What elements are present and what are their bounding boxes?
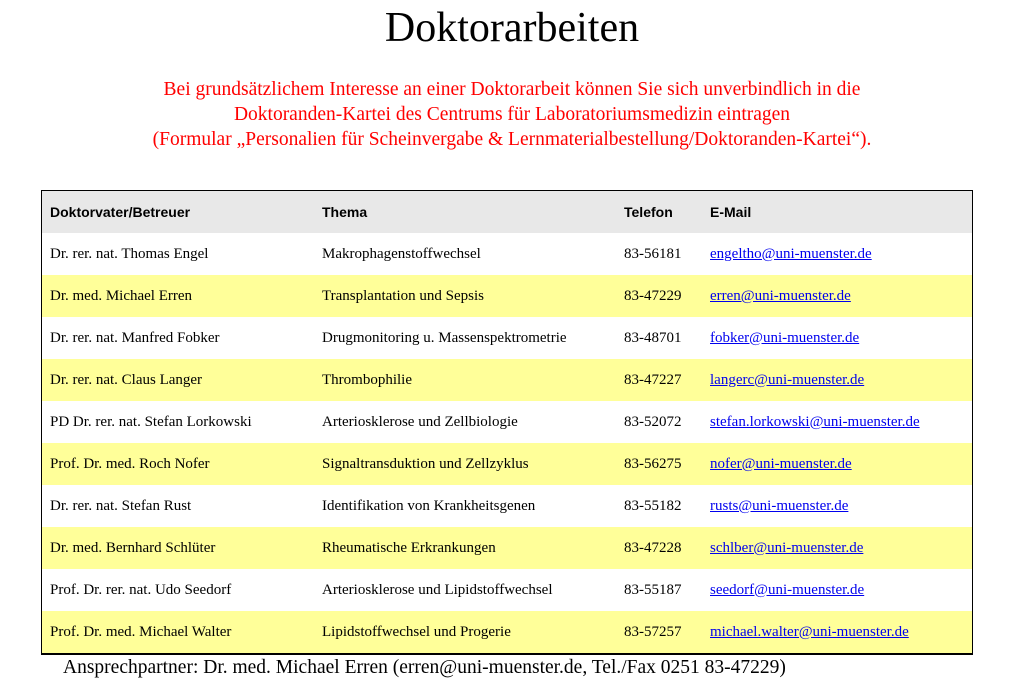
header-advisor: Doktorvater/Betreuer xyxy=(42,191,314,233)
cell-phone: 83-55187 xyxy=(616,569,702,611)
cell-phone: 83-56275 xyxy=(616,443,702,485)
cell-advisor: Dr. rer. nat. Stefan Rust xyxy=(42,485,314,527)
header-phone: Telefon xyxy=(616,191,702,233)
table-row xyxy=(42,233,972,275)
cell-advisor: Prof. Dr. rer. nat. Udo Seedorf xyxy=(42,569,314,611)
cell-topic: Drugmonitoring u. Massenspektrometrie xyxy=(314,317,616,359)
page-title: Doktorarbeiten xyxy=(384,5,640,51)
cell-advisor: PD Dr. rer. nat. Stefan Lorkowski xyxy=(42,401,314,443)
advisor-table-container xyxy=(41,190,973,655)
email-link[interactable]: erren@uni-muenster.de xyxy=(710,287,851,304)
cell-advisor: Dr. med. Bernhard Schlüter xyxy=(42,527,314,569)
table-row xyxy=(42,359,972,401)
table-row xyxy=(42,485,972,527)
table-row xyxy=(42,527,972,569)
header-email: E-Mail xyxy=(702,191,972,233)
email-link[interactable]: schlber@uni-muenster.de xyxy=(710,539,864,556)
cell-email xyxy=(702,233,972,275)
table-row xyxy=(42,443,972,485)
intro-line-1: Bei grundsätzlichem Interesse an einer Doktorarbeit können Sie sich unverbindlich in die xyxy=(163,79,861,100)
email-link[interactable]: seedorf@uni-muenster.de xyxy=(710,581,865,598)
table-row xyxy=(42,569,972,611)
email-link[interactable]: engeltho@uni-muenster.de xyxy=(710,245,872,262)
cell-topic: Makrophagenstoffwechsel xyxy=(314,233,616,275)
header-topic: Thema xyxy=(314,191,616,233)
table-header-row xyxy=(42,191,972,233)
email-link[interactable]: stefan.lorkowski@uni-muenster.de xyxy=(710,413,920,430)
cell-advisor: Prof. Dr. med. Roch Nofer xyxy=(42,443,314,485)
cell-advisor: Dr. rer. nat. Thomas Engel xyxy=(42,233,314,275)
cell-advisor: Dr. med. Michael Erren xyxy=(42,275,314,317)
email-link[interactable]: rusts@uni-muenster.de xyxy=(710,497,849,514)
email-link[interactable]: nofer@uni-muenster.de xyxy=(710,455,852,472)
cell-phone: 83-52072 xyxy=(616,401,702,443)
cell-advisor: Dr. rer. nat. Manfred Fobker xyxy=(42,317,314,359)
intro-line-2: Doktoranden-Kartei des Centrums für Laboratoriumsmedizin eintragen xyxy=(233,104,791,125)
cell-topic: Identifikation von Krankheitsgenen xyxy=(314,485,616,527)
cell-email xyxy=(702,317,972,359)
table-row xyxy=(42,401,972,443)
cell-email xyxy=(702,527,972,569)
cell-email xyxy=(702,401,972,443)
cell-phone: 83-47227 xyxy=(616,359,702,401)
cell-advisor: Prof. Dr. med. Michael Walter xyxy=(42,611,314,653)
cell-email xyxy=(702,359,972,401)
table-row xyxy=(42,317,972,359)
table-row xyxy=(42,275,972,317)
cell-email xyxy=(702,275,972,317)
cell-email xyxy=(702,443,972,485)
cell-topic: Signaltransduktion und Zellzyklus xyxy=(314,443,616,485)
advisor-table xyxy=(42,191,972,653)
cell-phone: 83-47228 xyxy=(616,527,702,569)
cell-topic: Arteriosklerose und Lipidstoffwechsel xyxy=(314,569,616,611)
cell-topic: Arteriosklerose und Zellbiologie xyxy=(314,401,616,443)
contact-line: Ansprechpartner: Dr. med. Michael Erren (erren@uni-muenster.de, Tel./Fax 0251 83-47229) xyxy=(63,657,786,678)
email-link[interactable]: michael.walter@uni-muenster.de xyxy=(710,623,909,640)
cell-topic: Thrombophilie xyxy=(314,359,616,401)
email-link[interactable]: langerc@uni-muenster.de xyxy=(710,371,865,388)
cell-topic: Lipidstoffwechsel und Progerie xyxy=(314,611,616,653)
cell-email xyxy=(702,611,972,653)
cell-phone: 83-57257 xyxy=(616,611,702,653)
cell-phone: 83-55182 xyxy=(616,485,702,527)
cell-topic: Rheumatische Erkrankungen xyxy=(314,527,616,569)
cell-advisor: Dr. rer. nat. Claus Langer xyxy=(42,359,314,401)
intro-text xyxy=(0,77,1024,152)
email-link[interactable]: fobker@uni-muenster.de xyxy=(710,329,860,346)
table-body xyxy=(42,233,972,653)
cell-email xyxy=(702,569,972,611)
cell-phone: 83-48701 xyxy=(616,317,702,359)
cell-phone: 83-56181 xyxy=(616,233,702,275)
table-row xyxy=(42,611,972,653)
cell-topic: Transplantation und Sepsis xyxy=(314,275,616,317)
intro-line-3: (Formular „Personalien für Scheinvergabe & Lernmaterialbestellung/Doktoranden-Kartei“). xyxy=(152,129,872,150)
cell-phone: 83-47229 xyxy=(616,275,702,317)
cell-email xyxy=(702,485,972,527)
